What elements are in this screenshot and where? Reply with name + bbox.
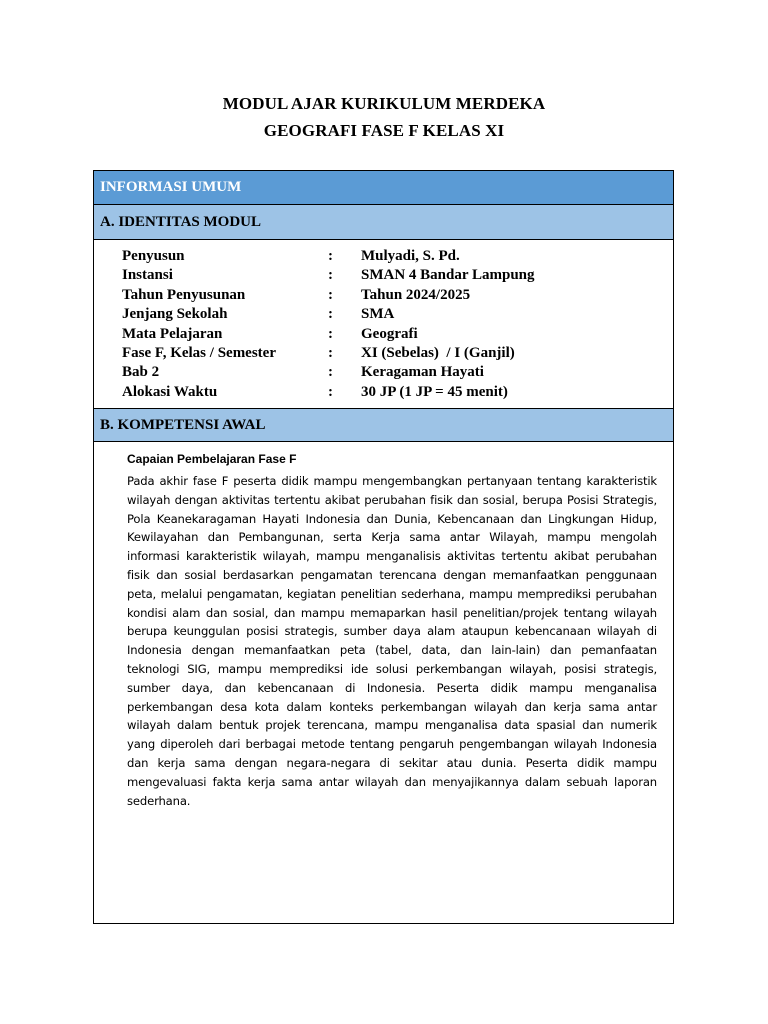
section-header-identitas-modul: A. IDENTITAS MODUL: [94, 205, 673, 240]
identitas-row-alokasi: [122, 383, 662, 402]
identitas-row-tahun: [122, 286, 662, 305]
section-header-informasi-umum: INFORMASI UMUM: [94, 171, 673, 205]
identitas-value: SMAN 4 Bandar Lampung: [361, 267, 535, 284]
identitas-separator: :: [328, 248, 333, 264]
identitas-value: Keragaman Hayati: [361, 364, 484, 381]
identitas-row-mapel: [122, 325, 662, 344]
identitas-row-instansi: [122, 266, 662, 285]
identitas-value: SMA: [361, 306, 395, 323]
identitas-value: Tahun 2024/2025: [361, 286, 471, 303]
identitas-separator: :: [328, 344, 333, 361]
identitas-value: Geografi: [361, 325, 418, 342]
identitas-row-bab: [122, 363, 662, 382]
document-title-line1: MODUL AJAR KURIKULUM MERDEKA: [222, 94, 546, 113]
identitas-row-fase: [122, 344, 662, 363]
identitas-list: [122, 247, 662, 402]
identitas-label: Instansi: [122, 267, 173, 284]
identitas-separator: :: [328, 267, 333, 284]
identitas-row-jenjang: [122, 305, 662, 324]
identitas-row-penyusun: [122, 247, 662, 266]
identitas-label: Bab 2: [122, 364, 160, 381]
identitas-value: XI (Sebelas) / I (Ganjil): [361, 344, 515, 361]
identitas-value: Mulyadi, S. Pd.: [361, 248, 460, 264]
info-table: [93, 170, 674, 924]
identitas-value: 30 JP (1 JP = 45 menit): [361, 383, 508, 400]
capaian-heading: Capaian Pembelajaran Fase F: [127, 452, 297, 466]
identitas-label: Jenjang Sekolah: [122, 306, 228, 323]
identitas-label: Fase F, Kelas / Semester: [122, 344, 276, 361]
identitas-label: Mata Pelajaran: [122, 325, 223, 342]
identitas-separator: :: [328, 286, 333, 303]
identitas-separator: :: [328, 383, 333, 400]
document-title-line2: GEOGRAFI FASE F KELAS XI: [263, 121, 505, 140]
capaian-paragraph: Pada akhir fase F peserta didik mampu mengembangkan pertanyaan tentang karakteristik wilayah dengan aktivitas tertentu akibat perubahan fisik dan sosial, berupa Posisi Strategis, Pola Keanekaragaman Hayati Indonesia dan Dunia, Kebencanaan dan Lingkungan Hidup, Kewilayahan dan Pembangunan, serta Kerja sama antar Wilayah, mampu mengolah informasi karakteristik wilayah, mampu menganalisis aktivitas tertentu akibat perubahan fisik dan sosial berdasarkan pengamatan terencana dengan memanfaatkan penggunaan peta, melalui pengamatan, kegiatan penelitian sederhana, mampu memprediksi perubahan kondisi alam dan sosial, dan mampu memaparkan hasil penelitian/projek tentang wilayah berupa keunggulan posisi strategis, sumber daya alam ataupun kebencanaan wilayah di Indonesia dengan memanfaatkan peta (tabel, data, dan lain-lain) dan pemanfaatan teknologi SIG, mampu memprediksi ide solusi perkembangan wilayah, posisi strategis, sumber daya, dan kebencanaan di Indonesia. Peserta didik mampu menganalisa perkembangan desa kota dalam konteks perkembangan wilayah dan kerja sama antar wilayah dalam bentuk projek terencana, mampu menganalisa data spasial dan numerik yang diperoleh dari berbagai metode tentang pengaruh pengembangan wilayah Indonesia dan kerja sama dengan negara-negara di sekitar atau dunia. Peserta didik mampu mengevaluasi fakta kerja sama antar wilayah dan menyajikannya dalam sebuah laporan sederhana.: [127, 474, 657, 808]
identitas-separator: :: [328, 325, 333, 342]
identitas-label: Tahun Penyusunan: [122, 286, 246, 303]
identitas-label: Penyusun: [122, 248, 185, 264]
identitas-separator: :: [328, 306, 333, 323]
identitas-separator: :: [328, 364, 333, 381]
identitas-label: Alokasi Waktu: [122, 383, 218, 400]
section-header-kompetensi-awal: B. KOMPETENSI AWAL: [94, 408, 673, 442]
